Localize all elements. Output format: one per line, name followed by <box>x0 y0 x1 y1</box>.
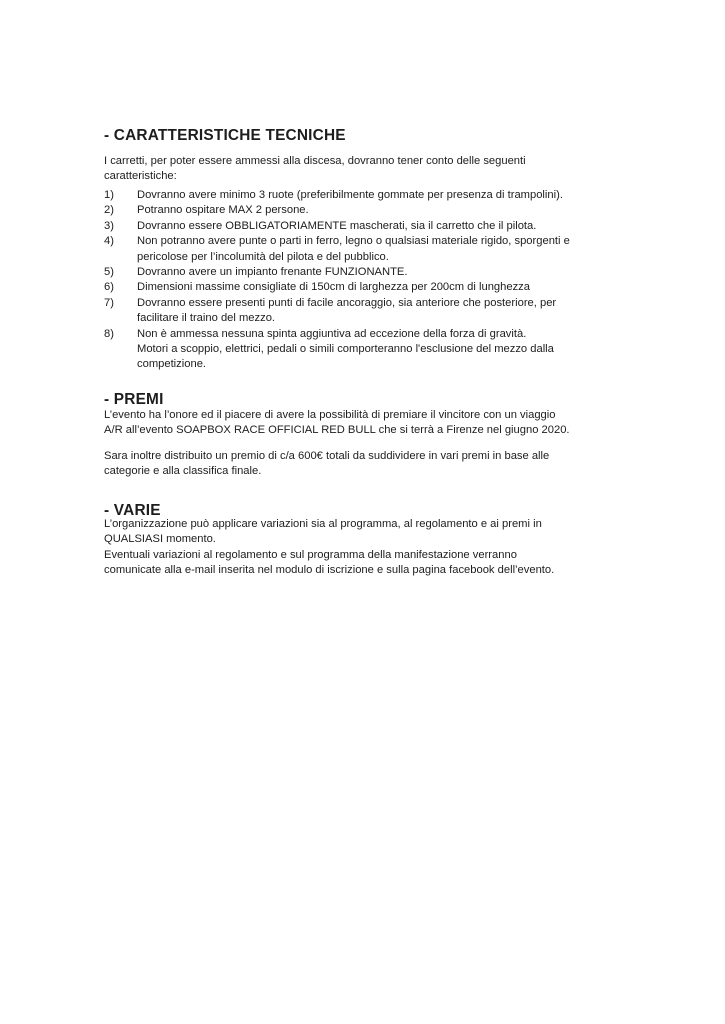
list-item <box>104 188 626 203</box>
list-item <box>104 219 626 234</box>
list-item-text: Dimensioni massime consigliate di 150cm di larghezza per 200cm di lunghezza <box>137 281 530 294</box>
list-item <box>104 265 626 280</box>
varie-paragraph: L’organizzazione può applicare variazioni sia al programma, al regolamento e ai premi in QUALSIASI momento. Eventuali variazioni al regolamento e sul programma della manifestazione verranno comunicate alla e-mail inserita nel modulo di iscrizione e sulla pagina facebook dell’evento. <box>104 518 555 577</box>
list-item-number: 8) <box>104 327 114 340</box>
list-item <box>104 203 626 218</box>
premi-paragraph-1: L’evento ha l’onore ed il piacere di avere la possibilità di premiare il vincitore con un viaggio A/R all’evento SOAPBOX RACE OFFICIAL RED BULL che si terrà a Firenze nel giugno 2020. <box>104 409 570 437</box>
list-item-text: Dovranno avere minimo 3 ruote (preferibilmente gommate per presenza di trampolini). <box>137 189 563 201</box>
heading-varie: - VARIE <box>104 502 161 519</box>
list-item-number: 5) <box>104 266 114 279</box>
list-item-text: Non potranno avere punte o parti in ferro, legno o qualsiasi materiale rigido, sporgenti e pericolose per l’incolumità del pilota e del pubblico. <box>137 235 570 263</box>
heading-caratteristiche-tecniche: - CARATTERISTICHE TECNICHE <box>104 127 346 144</box>
list-item-text: Potranno ospitare MAX 2 persone. <box>137 204 309 217</box>
premi-paragraph-2: Sara inoltre distribuito un premio di c/a 600€ totali da suddividere in vari premi in base alle categorie e alla classifica finale. <box>104 450 550 478</box>
heading-premi: - PREMI <box>104 391 164 408</box>
list-item-number: 6) <box>104 281 114 294</box>
intro-line: I carretti, per poter essere ammessi alla discesa, dovranno tener conto delle seguenti <box>104 155 526 167</box>
list-item-text: Dovranno essere presenti punti di facile ancoraggio, sia anteriore che posteriore, per facilitare il traino del mezzo. <box>137 296 557 325</box>
list-item-number: 4) <box>104 235 114 248</box>
list-item-text: Non è ammessa nessuna spinta aggiuntiva ad eccezione della forza di gravità. Motori a scoppio, elettrici, pedali o simili comporteranno l'esclusione del mezzo dalla competizione. <box>137 327 554 371</box>
list-item-text: Dovranno avere un impianto frenante FUNZIONANTE. <box>137 266 408 279</box>
list-item-number: 2) <box>104 204 114 217</box>
list-item <box>104 296 626 327</box>
list-item-number: 3) <box>104 219 114 232</box>
tech-requirements-list <box>104 188 626 373</box>
list-item <box>104 234 626 265</box>
list-item <box>104 327 626 373</box>
list-item <box>104 280 626 295</box>
list-item-text: Dovranno essere OBBLIGATORIAMENTE mascherati, sia il carretto che il pilota. <box>137 219 537 232</box>
list-item-number: 1) <box>104 189 114 201</box>
intro-line: caratteristiche: <box>104 170 177 183</box>
list-item-number: 7) <box>104 296 114 309</box>
intro-paragraph <box>104 154 626 185</box>
